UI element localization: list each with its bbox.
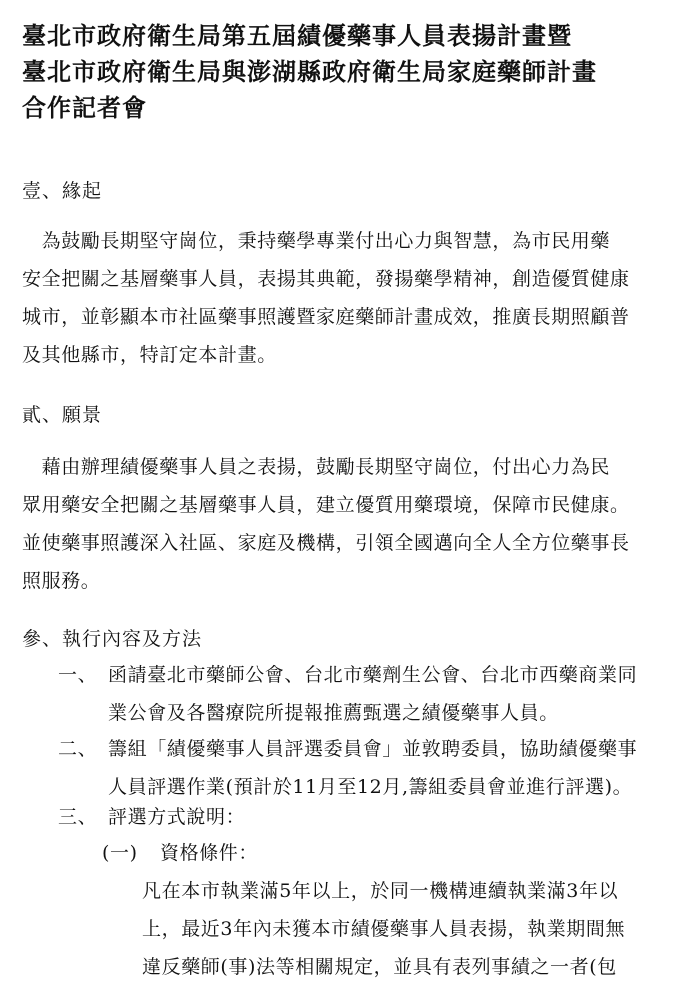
paragraph-line: 安全把關之基層藥事人員，表揚其典範，發揚藥學精神，創造優質健康 [22,268,630,290]
paragraph-line: 並使藥事照護深入社區、家庭及機構，引領全國邁向全人全方位藥事長 [22,532,630,554]
subitem-number: (一) [102,842,138,864]
item-line: 函請臺北市藥師公會、台北市藥劑生公會、台北市西藥商業同 [108,664,638,686]
title-line-2: 臺北市政府衛生局與澎湖縣政府衛生局家庭藥師計畫 [22,58,597,86]
paragraph-line: 為鼓勵長期堅守崗位，秉持藥學專業付出心力與智慧，為市民用藥 [22,230,611,252]
condition-line: 凡在本市執業滿5年以上，於同一機構連續執業滿3年以 [142,880,619,902]
eligibility-conditions [142,872,625,986]
section-origin-paragraph [22,222,672,374]
section-heading-execution: 參、執行內容及方法 [22,628,203,650]
item-line: 業公會及各醫療院所提報推薦甄選之績優藥事人員。 [108,702,559,724]
title-line-3: 合作記者會 [22,94,147,122]
section-heading-origin: 壹、緣起 [22,180,103,202]
list-item-text [108,730,637,806]
section-vision-paragraph [22,448,672,600]
title-line-1: 臺北市政府衛生局第五屆績優藥事人員表揚計畫暨 [22,22,572,50]
paragraph-line: 及其他縣市，特訂定本計畫。 [22,344,277,366]
list-item-text [108,798,245,836]
list-item-number: 三、 [58,806,98,828]
subitem-label: 資格條件： [160,842,259,864]
list-item-number: 二、 [58,738,98,760]
document-title [22,18,682,126]
condition-line: 違反藥師(事)法等相關規定，並具有表列事績之一者(包 [142,956,617,978]
condition-line: 上，最近3年內未獲本市績優藥事人員表揚，執業期間無 [142,918,626,940]
item-line: 籌組「績優藥事人員評選委員會」並敦聘委員，協助績優藥事 [108,738,638,760]
paragraph-line: 城市，並彰顯本市社區藥事照護暨家庭藥師計畫成效，推廣長期照顧普 [22,306,630,328]
item-line: 人員評選作業(預計於11月至12月,籌組委員會並進行評選)。 [108,776,633,798]
paragraph-line: 照服務。 [22,570,101,592]
list-item-number: 一、 [58,664,98,686]
paragraph-line: 眾用藥安全把關之基層藥事人員，建立優質用藥環境，保障市民健康。 [22,494,630,516]
item-line: 評選方式說明： [108,806,246,828]
section-heading-vision: 貳、願景 [22,404,103,426]
list-item-text [108,656,637,732]
paragraph-line: 藉由辦理績優藥事人員之表揚，鼓勵長期堅守崗位，付出心力為民 [22,456,611,478]
